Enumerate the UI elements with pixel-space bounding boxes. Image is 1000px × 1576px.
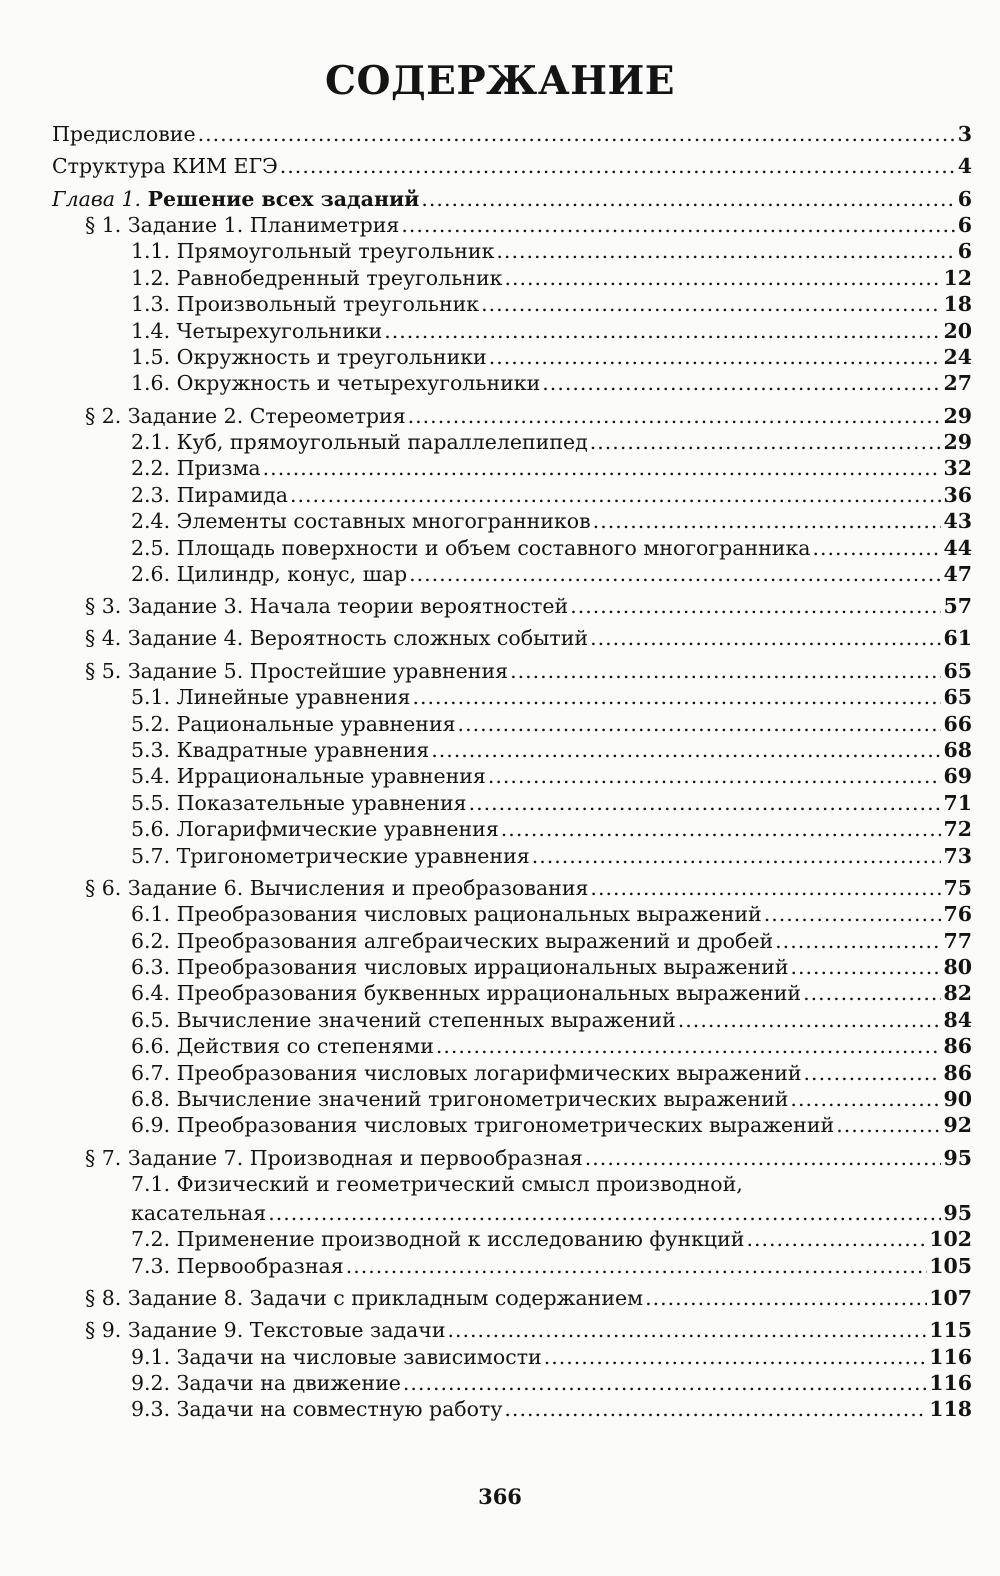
dot-leader — [436, 1034, 942, 1058]
toc-subsection-entry[interactable] — [52, 483, 972, 509]
toc-subsection-entry[interactable] — [52, 266, 972, 292]
toc-entry-page: 24 — [943, 344, 972, 369]
toc-entry-label: § 5. Задание 5. Простейшие уравнения — [85, 658, 509, 683]
toc-entry-label: 6.4. Преобразования буквенных иррациональных выражений — [131, 981, 802, 1006]
toc-subsection-entry[interactable] — [52, 319, 972, 345]
toc-entry-page: 76 — [943, 902, 972, 927]
toc-entry-label: 2.2. Призма — [131, 456, 261, 481]
toc-entry-page: 102 — [929, 1227, 972, 1252]
dot-leader — [481, 292, 941, 316]
toc-entry-label: Предисловие — [52, 122, 196, 146]
toc-entry-label: § 6. Задание 6. Вычисления и преобразования — [85, 875, 589, 900]
toc-entry-page: 32 — [943, 456, 972, 481]
dot-leader — [504, 1397, 927, 1421]
toc-section-entry[interactable] — [52, 876, 972, 902]
toc-entry-page: 29 — [943, 429, 972, 454]
toc-entry-page: 4 — [957, 154, 972, 179]
toc-entry-page: 47 — [943, 561, 972, 586]
toc-subsection-entry[interactable] — [52, 239, 972, 265]
toc-entry-label: § 8. Задание 8. Задачи с прикладным содержанием — [85, 1286, 644, 1311]
toc-subsection-entry[interactable] — [52, 509, 972, 535]
dot-leader — [590, 626, 941, 650]
dot-leader — [836, 1113, 941, 1137]
toc-entry-page: 36 — [943, 482, 972, 507]
toc-section-entry[interactable] — [52, 659, 972, 685]
toc-entry-page: 65 — [943, 685, 972, 710]
table-of-contents — [52, 122, 972, 1424]
toc-entry-page: 90 — [943, 1086, 972, 1111]
toc-entry-page: 72 — [943, 817, 972, 842]
dot-leader — [510, 659, 941, 683]
toc-subsection-entry[interactable] — [52, 1061, 972, 1087]
toc-entry-page: 6 — [957, 239, 972, 264]
toc-entry-page: 44 — [943, 535, 972, 560]
toc-section-entry[interactable] — [52, 626, 972, 652]
toc-entry-label: 1.3. Произвольный треугольник — [131, 292, 480, 317]
toc-subsection-entry[interactable] — [52, 1113, 972, 1139]
dot-leader — [645, 1286, 927, 1310]
toc-subsection-entry-continuation[interactable] — [52, 1201, 972, 1227]
toc-entry-label: 9.1. Задачи на числовые зависимости — [131, 1344, 542, 1369]
dot-leader — [803, 981, 941, 1005]
toc-entry-label: 5.1. Линейные уравнения — [131, 685, 411, 710]
toc-entry-label: 2.5. Площадь поверхности и объем составного многогранника — [131, 535, 811, 560]
dot-leader — [290, 483, 941, 507]
toc-entry-page: 69 — [943, 764, 972, 789]
toc-entry-label — [52, 187, 419, 211]
toc-entry-label: 5.6. Логарифмические уравнения — [131, 817, 499, 842]
chapter-number: Глава 1. — [52, 186, 142, 211]
dot-leader — [263, 456, 942, 480]
toc-entry-label: 5.2. Рациональные уравнения — [131, 711, 456, 736]
toc-subsection-entry[interactable] — [52, 1345, 972, 1371]
toc-section-entry[interactable] — [52, 213, 972, 239]
toc-entry-label: 1.2. Равнобедренный треугольник — [131, 265, 503, 290]
toc-entry-label: 7.1. Физический и геометрический смысл производной, — [131, 1171, 743, 1196]
toc-entry-label: 7.2. Применение производной к исследованию функций — [131, 1227, 745, 1252]
toc-entry-label: 6.3. Преобразования числовых иррациональных выражений — [131, 954, 789, 979]
toc-entry-label: 1.6. Окружность и четырехугольники — [131, 371, 541, 396]
dot-leader — [678, 1008, 942, 1032]
toc-entry-label: 6.1. Преобразования числовых рациональных выражений — [131, 902, 762, 927]
toc-subsection-entry-first-line[interactable] — [52, 1172, 972, 1201]
toc-entry-page: 27 — [943, 371, 972, 396]
toc-entry-label: 5.5. Показательные уравнения — [131, 790, 467, 815]
toc-entry-label: 1.4. Четырехугольники — [131, 318, 383, 343]
toc-subsection-entry[interactable] — [52, 955, 972, 981]
dot-leader — [593, 509, 942, 533]
dot-leader — [590, 430, 942, 454]
toc-subsection-entry[interactable] — [52, 981, 972, 1007]
toc-subsection-entry[interactable] — [52, 764, 972, 790]
toc-entry-page: 75 — [943, 875, 972, 900]
toc-entry-label: § 1. Задание 1. Планиметрия — [85, 212, 400, 237]
toc-subsection-entry[interactable] — [52, 1008, 972, 1034]
toc-entry-label: Структура КИМ ЕГЭ — [52, 154, 278, 179]
dot-leader — [469, 791, 942, 815]
toc-entry-label: § 3. Задание 3. Начала теории вероятностей — [85, 594, 569, 619]
dot-leader — [812, 536, 941, 560]
toc-entry-label: 2.3. Пирамида — [131, 482, 288, 507]
toc-entry-page: 105 — [929, 1253, 972, 1278]
toc-entry-page: 65 — [943, 658, 972, 683]
toc-entry-label: 1.5. Окружность и треугольники — [131, 344, 487, 369]
toc-entry-page: 77 — [943, 928, 972, 953]
toc-subsection-entry[interactable] — [52, 456, 972, 482]
dot-leader — [570, 594, 941, 618]
toc-subsection-entry[interactable] — [52, 844, 972, 870]
toc-section-entry[interactable] — [52, 1286, 972, 1312]
dot-leader — [458, 712, 942, 736]
toc-subsection-entry[interactable] — [52, 712, 972, 738]
toc-entry-page: 116 — [929, 1371, 972, 1396]
toc-entry-label: 5.4. Иррациональные уравнения — [131, 764, 486, 789]
toc-entry-label: 2.6. Цилиндр, конус, шар — [131, 561, 408, 586]
toc-entry-label: 6.7. Преобразования числовых логарифмических выражений — [131, 1060, 802, 1085]
toc-subsection-entry[interactable] — [52, 685, 972, 711]
dot-leader — [585, 1146, 942, 1170]
toc-entry[interactable] — [52, 122, 972, 148]
toc-subsection-entry[interactable] — [52, 536, 972, 562]
toc-entry-label: 6.2. Преобразования алгебраических выражений и дробей — [131, 928, 774, 953]
toc-entry-label: 1.1. Прямоугольный треугольник — [131, 239, 495, 264]
toc-entry-page: 66 — [943, 711, 972, 736]
toc-entry-page: 6 — [957, 212, 972, 237]
toc-entry-label: 2.4. Элементы составных многогранников — [131, 509, 591, 534]
toc-subsection-entry[interactable] — [52, 1371, 972, 1397]
dot-leader — [431, 738, 941, 762]
toc-entry-page: 68 — [943, 737, 972, 762]
toc-entry-label: касательная — [131, 1200, 267, 1225]
toc-entry-page: 82 — [943, 981, 972, 1006]
toc-section-entry[interactable] — [52, 404, 972, 430]
toc-entry-page: 43 — [943, 509, 972, 534]
toc-entry-label: 5.3. Квадратные уравнения — [131, 737, 430, 762]
dot-leader — [790, 1087, 941, 1111]
dot-leader — [413, 685, 942, 709]
toc-entry-page: 29 — [943, 403, 972, 428]
dot-leader — [764, 902, 942, 926]
toc-entry-label: 6.5. Вычисление значений степенных выражений — [131, 1007, 676, 1032]
toc-subsection-entry[interactable] — [52, 292, 972, 318]
toc-subsection-entry[interactable] — [52, 929, 972, 955]
dot-leader — [280, 154, 956, 178]
toc-entry-page: 80 — [943, 954, 972, 979]
toc-entry-label: 6.6. Действия со степенями — [131, 1034, 434, 1059]
page-title: СОДЕРЖАНИЕ — [324, 58, 676, 104]
toc-entry-page: 61 — [943, 626, 972, 651]
toc-entry-page: 86 — [943, 1060, 972, 1085]
chapter-title: Решение всех заданий — [147, 186, 420, 211]
toc-entry-label: 7.3. Первообразная — [131, 1253, 344, 1278]
toc-subsection-entry[interactable] — [52, 817, 972, 843]
dot-leader — [590, 876, 941, 900]
dot-leader — [489, 345, 942, 369]
toc-entry-label: § 7. Задание 7. Производная и первообразная — [85, 1145, 583, 1170]
toc-subsection-entry[interactable] — [52, 1227, 972, 1253]
toc-section-entry[interactable] — [52, 1146, 972, 1172]
toc-entry-page: 3 — [957, 122, 972, 146]
toc-entry-page: 95 — [943, 1200, 972, 1225]
toc-entry-page: 86 — [943, 1034, 972, 1059]
toc-entry-page: 71 — [943, 790, 972, 815]
toc-subsection-entry[interactable] — [52, 345, 972, 371]
dot-leader — [403, 1371, 927, 1395]
toc-subsection-entry[interactable] — [52, 430, 972, 456]
toc-entry-page: 116 — [929, 1344, 972, 1369]
dot-leader — [544, 1345, 928, 1369]
toc-entry-page: 118 — [929, 1397, 972, 1422]
toc-entry-label: 6.9. Преобразования числовых тригонометрических выражений — [131, 1113, 835, 1138]
dot-leader — [542, 371, 941, 395]
toc-section-entry[interactable] — [52, 594, 972, 620]
toc-entry-page: 107 — [929, 1286, 972, 1311]
toc-subsection-entry[interactable] — [52, 1397, 972, 1423]
toc-section-entry[interactable] — [52, 1318, 972, 1344]
toc-subsection-entry[interactable] — [52, 738, 972, 764]
toc-subsection-entry[interactable] — [52, 1034, 972, 1060]
toc-subsection-entry[interactable] — [52, 562, 972, 588]
toc-entry-label: 5.7. Тригонометрические уравнения — [131, 843, 530, 868]
dot-leader — [421, 187, 955, 211]
dot-leader — [447, 1318, 927, 1342]
toc-chapter-entry[interactable] — [52, 187, 972, 213]
dot-leader — [384, 319, 941, 343]
toc-entry-label: 6.8. Вычисление значений тригонометрических выражений — [131, 1086, 789, 1111]
toc-entry-label: 9.2. Задачи на движение — [131, 1371, 401, 1396]
dot-leader — [198, 122, 956, 146]
toc-subsection-entry[interactable] — [52, 371, 972, 397]
toc-subsection-entry[interactable] — [52, 902, 972, 928]
toc-entry-label: § 2. Задание 2. Стереометрия — [85, 403, 406, 428]
dot-leader — [501, 817, 942, 841]
dot-leader — [804, 1061, 942, 1085]
toc-entry-label: 2.1. Куб, прямоугольный параллелепипед — [131, 429, 588, 454]
page-number: 366 — [478, 1484, 522, 1509]
dot-leader — [790, 955, 941, 979]
dot-leader — [488, 764, 942, 788]
toc-entry-page: 57 — [943, 594, 972, 619]
dot-leader — [408, 404, 942, 428]
toc-entry-page: 92 — [943, 1113, 972, 1138]
dot-leader — [775, 929, 941, 953]
toc-entry-page: 18 — [943, 292, 972, 317]
toc-entry-page: 115 — [929, 1318, 972, 1343]
toc-entry-page: 95 — [943, 1145, 972, 1170]
toc-entry-label: § 9. Задание 9. Текстовые задачи — [85, 1318, 446, 1343]
dot-leader — [401, 213, 955, 237]
dot-leader — [346, 1254, 928, 1278]
toc-entry-page: 12 — [943, 265, 972, 290]
toc-subsection-entry[interactable] — [52, 791, 972, 817]
toc-subsection-entry[interactable] — [52, 1087, 972, 1113]
dot-leader — [409, 562, 941, 586]
toc-entry-page: 84 — [943, 1007, 972, 1032]
dot-leader — [746, 1227, 927, 1251]
toc-entry[interactable] — [52, 154, 972, 180]
dot-leader — [532, 844, 942, 868]
dot-leader — [504, 266, 941, 290]
toc-entry-page: 6 — [957, 186, 972, 211]
toc-entry-page: 73 — [943, 843, 972, 868]
toc-subsection-entry[interactable] — [52, 1254, 972, 1280]
dot-leader — [268, 1201, 941, 1225]
toc-entry-page: 20 — [943, 318, 972, 343]
toc-entry-label: 9.3. Задачи на совместную работу — [131, 1397, 503, 1422]
dot-leader — [496, 239, 955, 263]
toc-entry-label: § 4. Задание 4. Вероятность сложных событий — [85, 626, 589, 651]
